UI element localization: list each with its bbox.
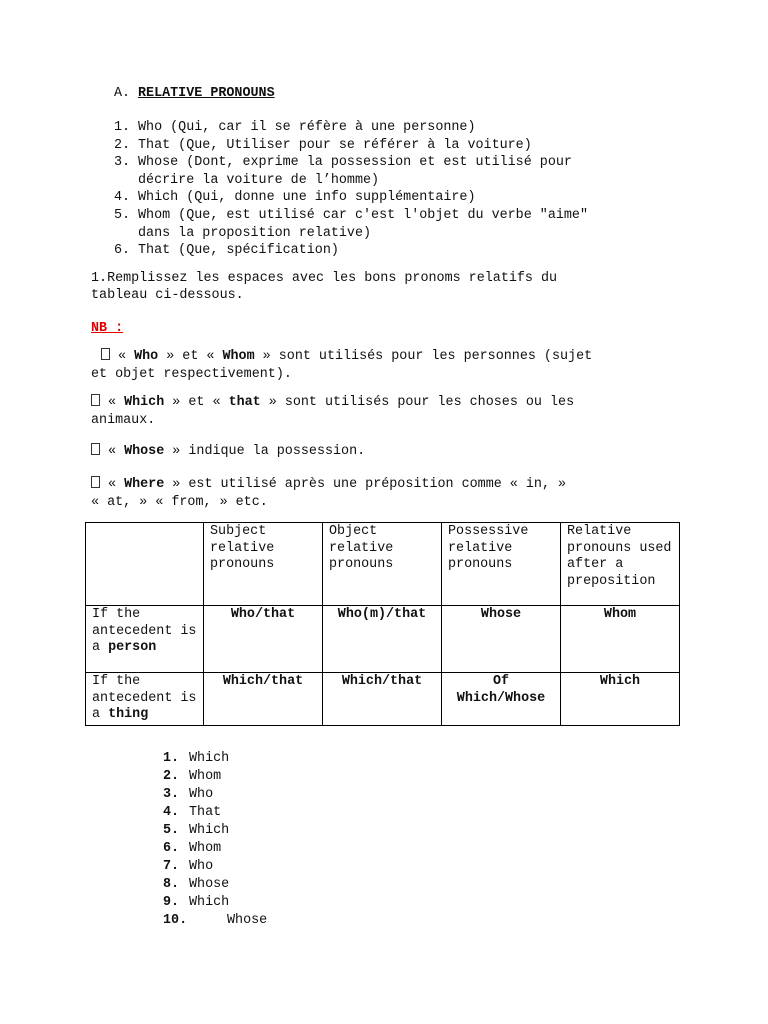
answer-text: Who: [189, 787, 214, 802]
answer-text: Whose: [189, 877, 230, 892]
answer-text: That: [189, 805, 222, 820]
missing-glyph-icon: [91, 476, 100, 488]
answer-item: [163, 912, 267, 930]
list-item: [114, 119, 588, 137]
answer-item: [163, 750, 267, 768]
missing-glyph-icon: [91, 443, 100, 455]
answer-number: 1.: [163, 751, 180, 766]
section-title: RELATIVE PRONOUNS: [138, 86, 275, 101]
missing-glyph-icon: [91, 394, 100, 406]
instruction-line: 1.Remplissez les espaces avec les bons pronoms relatifs du: [91, 271, 558, 286]
list-item-text: Who (Qui, car il se réfère à une personne): [138, 120, 476, 135]
table-row: [86, 606, 680, 673]
list-item-number: 3.: [114, 155, 131, 171]
list-item-text: Whom (Que, est utilisé car c'est l'objet du verbe "aime": [138, 207, 588, 223]
list-item-number: 2.: [114, 137, 131, 153]
nb-label: NB :: [91, 321, 124, 336]
table-cell: Of Which/Whose: [442, 673, 561, 726]
missing-glyph-icon: [101, 348, 110, 360]
list-item-text: Whose (Dont, exprime la possession et est utilisé pour: [138, 155, 572, 171]
list-item: [114, 189, 588, 207]
answer-list: [163, 750, 267, 930]
column-header: Relative pronouns used after a preposition: [561, 523, 680, 606]
column-header: Object relative pronouns: [323, 523, 442, 606]
table-corner-cell: [86, 523, 204, 606]
answer-item: [163, 822, 267, 840]
answer-text: Whom: [189, 769, 222, 784]
answer-number: 9.: [163, 895, 180, 910]
answer-text: Which: [189, 823, 230, 838]
relative-pronouns-table: [85, 522, 680, 726]
answer-item: [163, 786, 267, 804]
list-item-text-continued: dans la proposition relative): [138, 225, 372, 241]
note-whose: « Whose » indique la possession.: [91, 443, 365, 461]
list-item-number: 5.: [114, 207, 131, 223]
answer-number: 4.: [163, 805, 180, 820]
table-cell: Whom: [561, 606, 680, 673]
relative-pronoun-list: [114, 119, 588, 260]
list-item: [114, 154, 588, 189]
list-item-text: That (Que, spécification): [138, 243, 339, 259]
answer-item: [163, 894, 267, 912]
list-item-text: That (Que, Utiliser pour se référer à la voiture): [138, 137, 532, 153]
list-item-number: 1.: [114, 120, 131, 135]
list-item-text-continued: décrire la voiture de l’homme): [138, 172, 380, 188]
list-item-text: Which (Qui, donne une info supplémentaire): [138, 190, 476, 206]
list-item-number: 4.: [114, 190, 131, 206]
table-cell: Who(m)/that: [323, 606, 442, 673]
list-item: [114, 207, 588, 242]
answer-text: Whom: [189, 841, 222, 856]
note-which-that: « Which » et « that » sont utilisés pour les choses ou les animaux.: [91, 395, 575, 428]
answer-item: [163, 858, 267, 876]
answer-number: 3.: [163, 787, 180, 802]
section-number: A.: [114, 86, 131, 101]
answer-text: Whose: [227, 913, 268, 928]
answer-number: 5.: [163, 823, 180, 838]
answer-text: Which: [189, 895, 230, 910]
answer-item: [163, 804, 267, 822]
table-cell: Who/that: [204, 606, 323, 673]
table-cell: Which: [561, 673, 680, 726]
answer-item: [163, 768, 267, 786]
table-row: [86, 673, 680, 726]
note-who-whom: « Who » et « Whom » sont utilisés pour les personnes (sujet et objet respectivement).: [91, 349, 593, 382]
list-item-number: 6.: [114, 243, 131, 259]
answer-text: Which: [189, 751, 230, 766]
exercise-instruction: [91, 271, 557, 304]
answer-item: [163, 876, 267, 894]
table-header-row: [86, 523, 680, 606]
column-header: Possessive relative pronouns: [442, 523, 561, 606]
answer-item: [163, 840, 267, 858]
instruction-line: tableau ci-dessous.: [91, 287, 244, 303]
table-cell: Which/that: [204, 673, 323, 726]
answer-number: 10.: [163, 913, 188, 928]
note-where: « Where » est utilisé après une préposition comme « in, » « at, » « from, » etc.: [91, 477, 567, 510]
answer-number: 8.: [163, 877, 180, 892]
row-header: If the antecedent is a thing: [86, 673, 204, 726]
list-item: [114, 242, 588, 260]
table-cell: Which/that: [323, 673, 442, 726]
column-header: Subject relative pronouns: [204, 523, 323, 606]
answer-number: 6.: [163, 841, 180, 856]
table-cell: Whose: [442, 606, 561, 673]
row-header: If the antecedent is a person: [86, 606, 204, 673]
list-item: [114, 137, 588, 155]
answer-number: 2.: [163, 769, 180, 784]
answer-text: Who: [189, 859, 214, 874]
answer-number: 7.: [163, 859, 180, 874]
